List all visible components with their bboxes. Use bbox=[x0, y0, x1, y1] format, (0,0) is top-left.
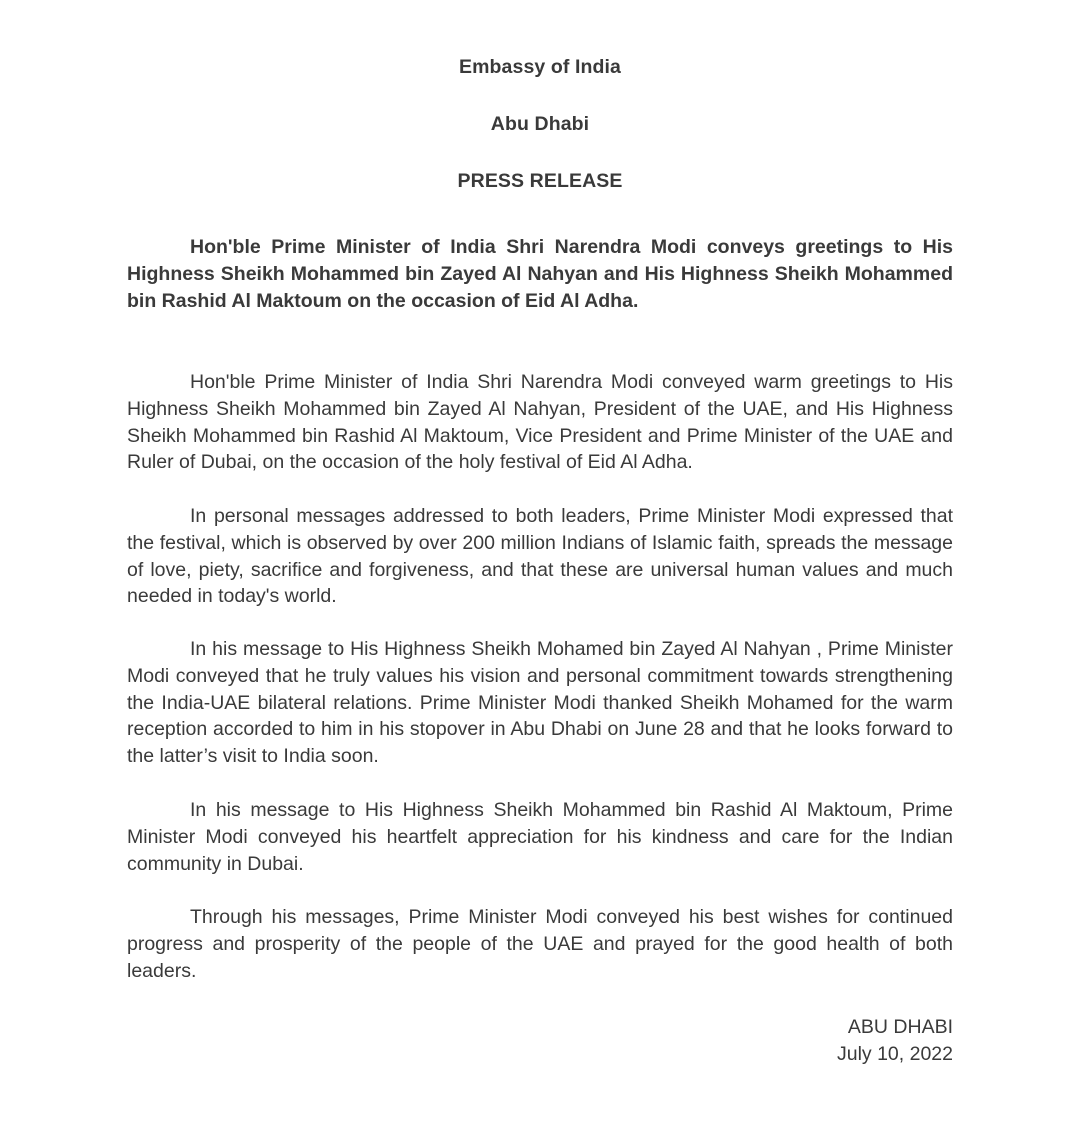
document-type: PRESS RELEASE bbox=[457, 170, 623, 192]
signoff bbox=[653, 1014, 953, 1067]
body-paragraph-5: Through his messages, Prime Minister Modi conveyed his best wishes for continued progress and prosperity of the people of the UAE and prayed for the good health of both leaders. bbox=[127, 906, 953, 982]
body-paragraph-2: In personal messages addressed to both leaders, Prime Minister Modi expressed that the festival, which is observed by over 200 million Indians of Islamic faith, spreads the message of love, piety, sacrifice and forgiveness, and that these are universal human values and much needed in today's world. bbox=[127, 505, 953, 608]
signoff-date: July 10, 2022 bbox=[836, 1042, 953, 1065]
body-paragraph-4: In his message to His Highness Sheikh Mohammed bin Rashid Al Maktoum, Prime Minister Modi conveyed his heartfelt appreciation for his kindness and care for the Indian community in Dubai. bbox=[127, 799, 953, 875]
body-paragraph-3: In his message to His Highness Sheikh Mohamed bin Zayed Al Nahyan , Prime Minister Modi conveyed that he truly values his vision and personal commitment towards strengthening the India-UAE bilateral relations. Prime Minister Modi thanked Sheikh Mohamed for the warm reception accorded to him in his stopover in Abu Dhabi on June 28 and that he looks forward to the latter’s visit to India soon. bbox=[127, 638, 953, 768]
headline: Hon'ble Prime Minister of India Shri Narendra Modi conveys greetings to His Highness Sheikh Mohammed bin Zayed Al Nahyan and His Highness Sheikh Mohammed bin Rashid Al Maktoum on the occasion of Eid Al Adha. bbox=[127, 236, 953, 312]
body-paragraph-1: Hon'ble Prime Minister of India Shri Narendra Modi conveyed warm greetings to His Highness Sheikh Mohammed bin Zayed Al Nahyan, President of the UAE, and His Highness Sheikh Mohammed bin Rashid Al Maktoum, Vice President and Prime Minister of the UAE and Ruler of Dubai, on the occasion of the holy festival of Eid Al Adha. bbox=[127, 371, 953, 474]
signoff-place: ABU DHABI bbox=[847, 1016, 953, 1038]
embassy-name: Embassy of India bbox=[459, 56, 621, 78]
city-name: Abu Dhabi bbox=[490, 113, 590, 135]
